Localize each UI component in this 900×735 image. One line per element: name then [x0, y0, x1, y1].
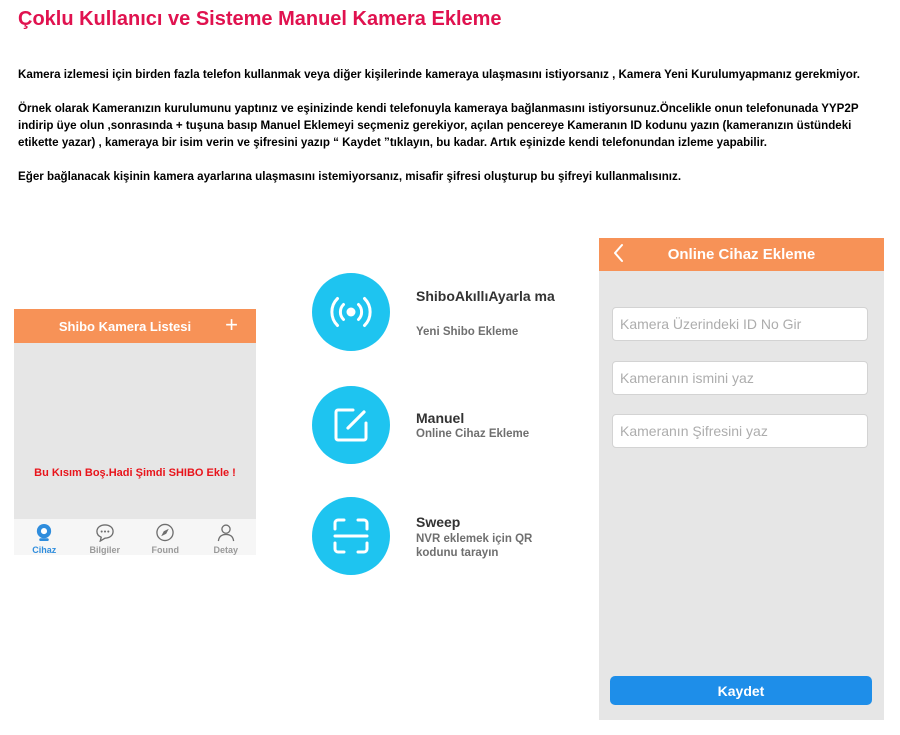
- person-icon: [216, 523, 236, 542]
- bottom-tab-bar: [14, 519, 256, 555]
- option-sweep-title: Sweep: [416, 514, 461, 530]
- camera-name-input[interactable]: [612, 361, 868, 395]
- camera-icon: [34, 523, 54, 542]
- camera-list-header: [14, 309, 256, 343]
- option-manual[interactable]: [312, 386, 572, 466]
- camera-password-input[interactable]: [612, 414, 868, 448]
- online-device-add-header: [599, 238, 884, 271]
- camera-id-input[interactable]: [612, 307, 868, 341]
- option-smart-setup[interactable]: [312, 273, 572, 353]
- wireless-signal-icon: [327, 288, 375, 336]
- option-manual-badge: [312, 386, 390, 464]
- tab-detay[interactable]: [196, 519, 257, 555]
- page-title: Çoklu Kullanıcı ve Sisteme Manuel Kamera Ekleme: [18, 8, 502, 30]
- tab-detay-label: Detay: [213, 545, 238, 555]
- option-sweep-subtitle: NVR eklemek için QR kodunu tarayın: [416, 533, 533, 559]
- edit-icon: [329, 403, 373, 447]
- empty-list-message: Bu Kısım Boş.Hadi Şimdi SHIBO Ekle !: [34, 467, 236, 479]
- tab-bilgiler[interactable]: [75, 519, 136, 555]
- option-smart-setup-title: ShiboAkıllıAyarla ma: [416, 288, 555, 304]
- tab-bilgiler-label: Bilgiler: [89, 545, 120, 555]
- online-device-add-title: Online Cihaz Ekleme: [667, 246, 816, 263]
- tab-cihaz[interactable]: [14, 519, 75, 555]
- option-manual-subtitle: Online Cihaz Ekleme: [416, 428, 530, 440]
- option-smart-setup-badge: [312, 273, 390, 351]
- online-device-add-screen: [599, 238, 884, 720]
- camera-list-screen: [14, 309, 256, 555]
- scan-icon: [329, 514, 373, 558]
- guest-password-paragraph: Eğer bağlanacak kişinin kamera ayarlarına ulaşmasını istemiyorsanız, misafir şifresi oluşturup bu şifreyi kullanmalısınız.: [18, 170, 682, 183]
- tab-cihaz-label: Cihaz: [32, 545, 57, 555]
- option-sweep-badge: [312, 497, 390, 575]
- option-manual-title: Manuel: [416, 410, 465, 426]
- chat-icon: [95, 523, 115, 542]
- save-button[interactable]: Kaydet: [610, 676, 872, 705]
- tab-found[interactable]: [135, 519, 196, 555]
- chevron-left-icon[interactable]: [611, 242, 625, 264]
- tab-found-label: Found: [151, 545, 179, 555]
- compass-icon: [155, 523, 175, 542]
- option-sweep[interactable]: [312, 497, 572, 577]
- camera-list-title: Shibo Kamera Listesi: [58, 318, 192, 334]
- example-paragraph: Örnek olarak Kameranızın kurulumunu yaptınız ve eşinizinde kendi telefonuyla kameraya bağlanmasını istiyorsunuz.Öncelikle onun telefonunada YYP2P indirip üye olun ,sonrasında + tuşuna basıp Manuel Eklemeyi seçmeniz gerekiyor, açılan pencereye Kameranın ID kodunu yazın (kameranızın üstündeki etikette yazar) , kameraya bir isim verin ve şifresini yazıp “ Kaydet ”tıklayın, bu kadar. Artık eşinizde kendi telefonundan izleme yapabilir.: [18, 102, 859, 149]
- add-camera-button[interactable]: +: [225, 312, 238, 337]
- option-smart-setup-subtitle: Yeni Shibo Ekleme: [416, 326, 519, 338]
- intro-paragraph: Kamera izlemesi için birden fazla telefon kullanmak veya diğer kişilerinde kameraya ulaşmasını istiyorsanız , Kamera Yeni Kurulumyapmanız gerekmiyor.: [18, 68, 860, 81]
